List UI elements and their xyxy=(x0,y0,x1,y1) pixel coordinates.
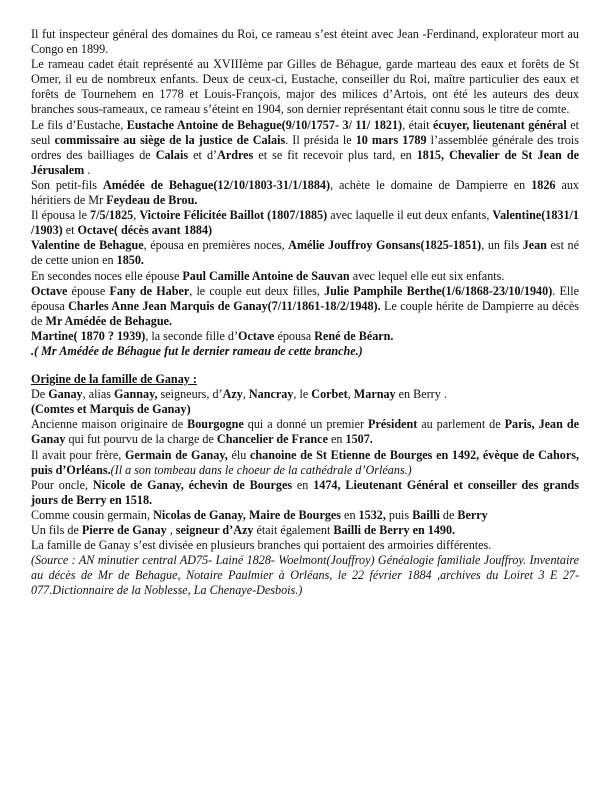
paragraph-rameau-cadet xyxy=(31,57,579,117)
paragraph-eustache xyxy=(31,118,579,178)
document-page xyxy=(31,27,579,598)
text-run: Ancienne maison originaire de xyxy=(31,417,188,432)
bold-run: Valentine de Behague xyxy=(31,238,144,253)
bold-run: Ardres xyxy=(217,147,254,162)
bold-run: Nicole de Ganay, échevin de Bourges xyxy=(92,477,293,492)
text-run: , xyxy=(133,208,140,223)
text-run: épouse xyxy=(67,283,110,298)
text-run: Pour oncle, xyxy=(31,477,93,492)
paragraph-amedee xyxy=(31,178,579,208)
text-run: Le couple hérite de Dampierre au décès de xyxy=(31,298,579,328)
text-run: . Il présida le xyxy=(285,132,356,147)
text-run: qui a donné un premier xyxy=(243,417,369,432)
text-run: Un fils de xyxy=(31,523,82,537)
bold-run: Paris, Jean de Ganay xyxy=(31,417,579,447)
bold-run: Germain de Ganay, xyxy=(124,447,228,462)
text-run: puis xyxy=(385,507,413,522)
bold-run: seigneur d’Azy xyxy=(175,523,254,537)
text-run: et se fit recevoir plus tard, en xyxy=(253,147,417,162)
bold-run: Martine( xyxy=(31,328,78,343)
text-run: Comme cousin germain, xyxy=(31,507,154,522)
bold-run: Pierre de Ganay xyxy=(81,523,167,537)
text-run: élu xyxy=(227,447,251,462)
bold-run: 10 mars 1789 xyxy=(355,132,427,147)
text-run: , xyxy=(347,387,354,402)
bold-run: 1826 xyxy=(531,177,556,192)
text-run: En secondes noces elle épouse xyxy=(31,268,183,283)
bold-run: Nancray xyxy=(248,387,294,402)
bold-run: Nicolas de Ganay, Maire de Bourges xyxy=(153,507,342,522)
text-run: seigneurs, d’ xyxy=(157,387,223,402)
paragraph-valentine xyxy=(31,238,579,268)
bold-run: Gannay, xyxy=(113,387,158,402)
paragraph-ganay-alias xyxy=(31,387,579,417)
text-run: de xyxy=(439,507,458,522)
paragraph-nicole xyxy=(31,478,579,508)
text-run: Son petit-fils xyxy=(31,177,103,192)
text-run: Le rameau cadet était représenté au XVIIIème par Gilles de Béhague, garde marteau des eaux et forêts de St Omer, il eu de nombreux enfants. Deux de ceux-ci, Eustache, conseiller du Roi, maître particulier des eaux et forêts de Tournehem en 1778 et Louis-François, major des milices d’Artois, ont été les auteurs des deux branches sous-rameaux, ce rameau s’éteint en 1904, son dernier représentant était connu sous le titre de comte. xyxy=(31,57,579,117)
bold-run: (Comtes et Marquis de Ganay) xyxy=(31,402,191,417)
text-run: , le xyxy=(293,387,312,402)
italic-run: (Source : AN minutier central AD75- Lainé 1828- Woelmont(Jouffroy) Généalogie familiale Jouffroy. Inventaire au décès de Mr de Behague, Notaire Paulmier à Orléans, le 22 février 1884 ,archives du Loiret 3 E 27-077.Dictionnaire de la Noblesse, La Chenaye-Desbois.) xyxy=(31,553,579,598)
text-run: était également xyxy=(253,523,334,537)
bold-run: écuyer, lieutenant général xyxy=(433,117,567,132)
bold-run: Bailli de Berry en 1490. xyxy=(333,523,456,537)
italic-run: (Il a son tombeau dans le choeur de la cathédrale d’Orléans.) xyxy=(110,462,412,477)
paragraph-nicolas xyxy=(31,508,579,523)
paragraph-maison-bourgogne xyxy=(31,417,579,447)
paragraph-dernier-rameau xyxy=(31,344,579,359)
bold-run: chanoine de St Etienne de Bourges en 1492, évèque de Cahors, puis d’Orléans. xyxy=(31,447,579,477)
bold-run: Octave xyxy=(31,283,68,298)
text-run: , xyxy=(242,387,249,402)
bold-run: Feydeau de Brou. xyxy=(106,193,198,208)
text-run: l’assemblée générale des trois ordres des bailliages de xyxy=(31,132,580,162)
bold-run: Amélie Jouffroy Gonsans(1825-1851) xyxy=(288,238,482,253)
bold-run: Julie Pamphile Berthe(1/6/1868-23/10/1940) xyxy=(324,283,553,298)
text-run: au parlement de xyxy=(417,417,505,432)
bold-run: Jean xyxy=(522,238,547,253)
bold-run: Berry xyxy=(457,507,488,522)
bold-run: Paul Camille Antoine de Sauvan xyxy=(182,268,350,283)
bold-run: Marnay xyxy=(353,387,396,402)
paragraph-octave xyxy=(31,284,579,329)
paragraph-secondes-noces xyxy=(31,269,579,284)
text-run: Il avait pour frère, xyxy=(31,447,125,462)
paragraph-branches xyxy=(31,538,579,553)
text-run: , un fils xyxy=(481,238,523,253)
bold-run: Valentine(1831/1 /1903) xyxy=(31,208,579,238)
bold-run: Corbet xyxy=(311,387,348,402)
paragraph-source xyxy=(31,553,579,598)
bold-run: commissaire au siège de la justice de Calais xyxy=(54,132,286,147)
bold-run: Bourgogne xyxy=(187,417,244,432)
text-run: , était xyxy=(402,117,434,132)
text-run: , achète le domaine de Dampierre en xyxy=(330,177,532,192)
bold-run: René de Béarn. xyxy=(314,328,394,343)
text-run: en xyxy=(292,477,314,492)
text-run: . Elle épousa xyxy=(31,283,579,313)
text-run: La famille de Ganay s’est divisée en plusieurs branches qui portaient des armoiries différentes. xyxy=(31,538,492,553)
text-run: , xyxy=(166,523,176,537)
text-run: aux héritiers de Mr xyxy=(31,177,579,208)
bold-run: Charles Anne Jean Marquis de Ganay(7/11/1861-18/2/1948). xyxy=(68,298,381,313)
bold-run: 1850. xyxy=(116,253,144,268)
paragraph-martine xyxy=(31,329,579,344)
bold-run: Bailli xyxy=(412,507,440,522)
bold-run: 1870 ? 1939) xyxy=(77,328,146,343)
text-run: De xyxy=(31,387,49,402)
text-run: est né de cette union en xyxy=(31,238,579,268)
text-run: épousa xyxy=(274,328,315,343)
bold-run: Victoire Félicitée Baillot (1807/1885) xyxy=(139,208,328,223)
paragraph-gap xyxy=(31,359,579,372)
bold-run: 1474, Lieutenant Général et conseiller des grands jours de Berry en 1518. xyxy=(31,477,579,507)
paragraph-germain xyxy=(31,448,579,478)
bold-run: Octave( décès avant 1884) xyxy=(77,223,213,238)
text-run: et xyxy=(62,223,78,238)
text-run: en xyxy=(341,507,359,522)
text-run: , le couple eut deux filles, xyxy=(189,283,325,298)
text-run: qui fut pourvu de la charge de xyxy=(65,432,217,447)
text-run: Il épousa le xyxy=(31,208,91,223)
bold-run: 1815, Chevalier de St Jean de Jérusalem xyxy=(31,147,579,177)
text-run: avec lequel elle eut six enfants. xyxy=(349,268,505,283)
text-run: . xyxy=(84,162,91,177)
text-run: , épousa en premières noces, xyxy=(143,238,289,253)
bold-run: Président xyxy=(368,417,418,432)
text-run: avec laquelle il eut deux enfants, xyxy=(327,208,493,223)
text-run: et seul xyxy=(31,117,579,147)
bold-run: 1532, xyxy=(358,507,386,522)
text-run: et d’ xyxy=(188,147,218,162)
bold-run: Amédée de Behague(12/10/1803-31/1/1884) xyxy=(102,177,331,192)
section-heading xyxy=(31,372,579,387)
text-run: en Berry . xyxy=(395,387,447,402)
text-run: , alias xyxy=(82,387,114,402)
bold-italic-run: .( Mr Amédée de Béhague fut le dernier rameau de cette branche.) xyxy=(31,343,363,358)
text-run: Il fut inspecteur général des domaines du Roi, ce rameau s’est éteint avec Jean -Ferdinand, explorateur mort au Congo en 1899. xyxy=(31,27,579,57)
bold-run: Octave xyxy=(238,328,275,343)
text-run: , la seconde fille d’ xyxy=(145,328,239,343)
paragraph-inspecteur xyxy=(31,27,579,57)
bold-run: Mr Amédée de Behague. xyxy=(45,313,173,328)
bold-run: Ganay xyxy=(48,387,83,402)
bold-run: Azy xyxy=(222,387,243,402)
bold-run: Fany de Haber xyxy=(109,283,190,298)
text-run: Le fils d’Eustache, xyxy=(31,117,127,132)
bold-run: Eustache Antoine de Behague(9/10/1757- 3/ 11/ 1821) xyxy=(126,117,403,132)
paragraph-mariage-baillot xyxy=(31,208,579,238)
bold-run: 7/5/1825 xyxy=(90,208,134,223)
bold-run: Chancelier de France xyxy=(216,432,328,447)
bold-run: 1507. xyxy=(345,432,373,447)
bold-run: Calais xyxy=(155,147,189,162)
heading-text: Origine de la famille de Ganay : xyxy=(31,372,197,387)
text-run: en xyxy=(327,432,346,447)
paragraph-pierre xyxy=(31,523,579,538)
